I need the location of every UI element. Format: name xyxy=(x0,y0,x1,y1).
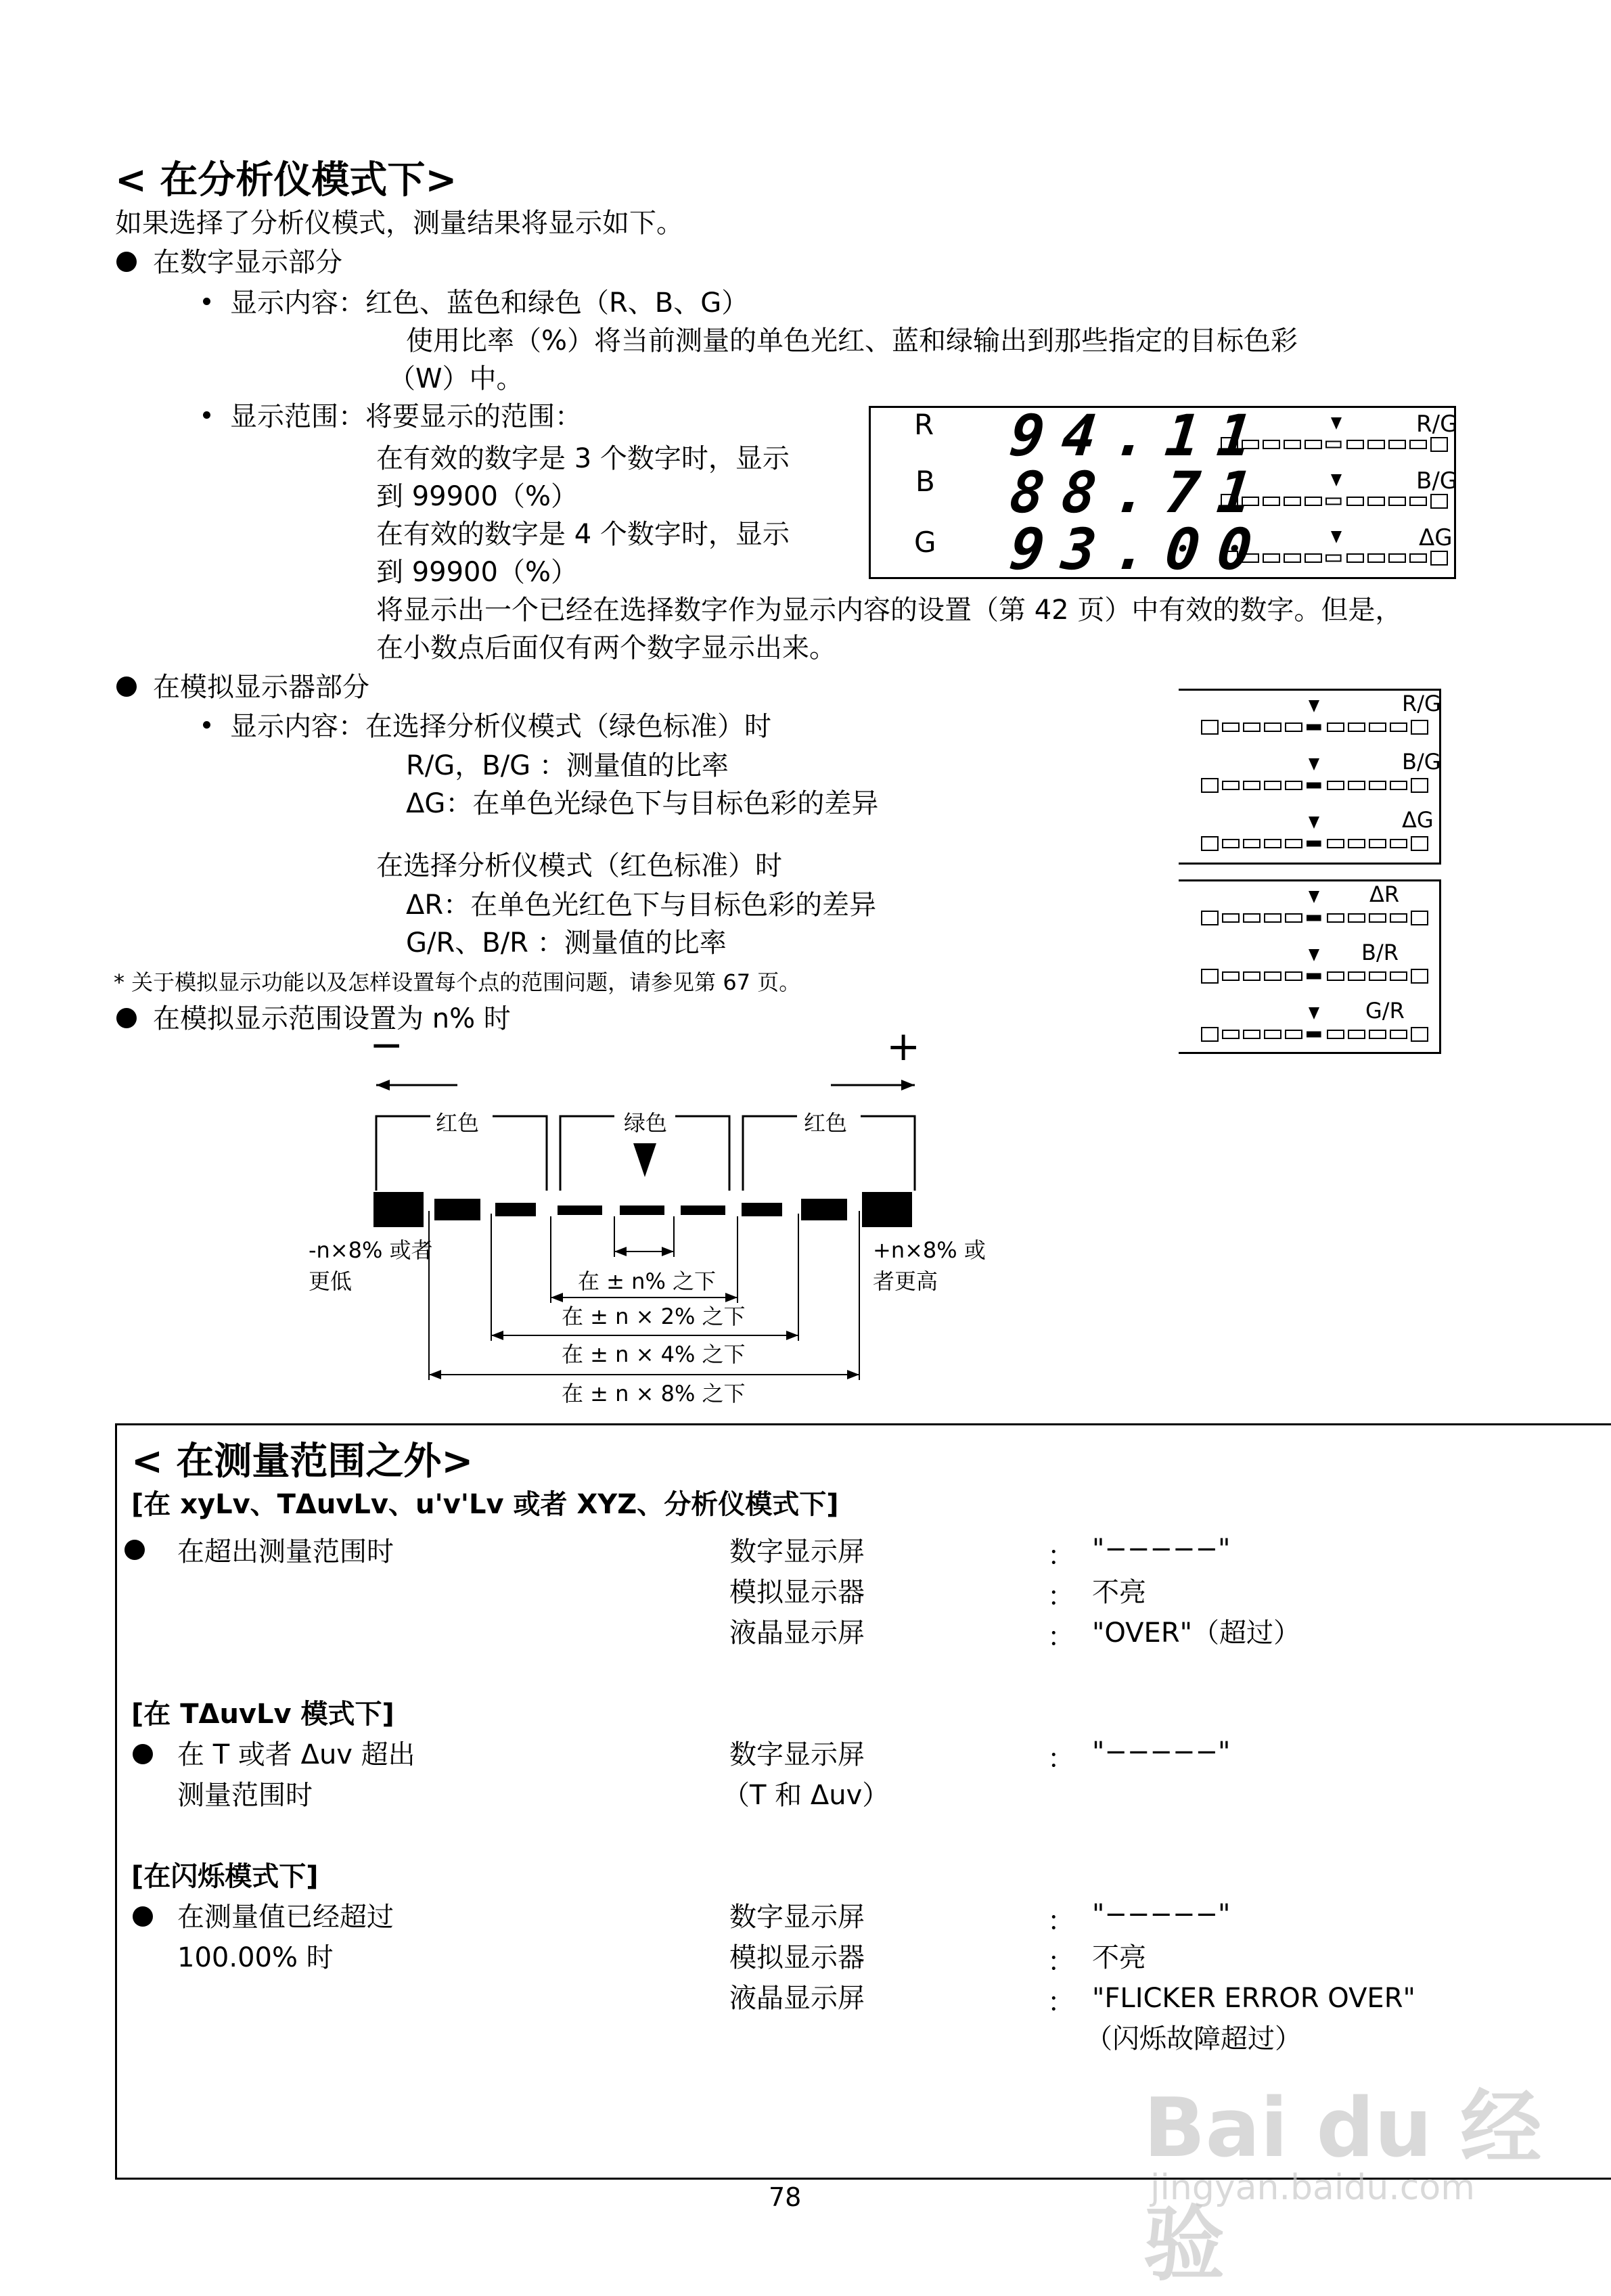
scale-low-label-1: -n×8% 或者 xyxy=(309,1237,433,1263)
digital-range-line-6: 在小数点后面仅有两个数字显示出来。 xyxy=(376,633,836,664)
region-bracket xyxy=(376,1116,547,1191)
s3-row-colon: ： xyxy=(1047,1906,1074,1937)
s2-title: [在 TΔuvLv 模式下] xyxy=(131,1699,394,1730)
s3-row-value: 不亮 xyxy=(1092,1942,1146,1973)
s3-row-value: "FLICKER ERROR OVER" xyxy=(1092,1983,1415,2014)
analog-green-line-1: R/G，B/G ：测量值的比率 xyxy=(406,750,729,781)
bullet-icon xyxy=(124,1540,145,1560)
scale-range-n: 在 ± n% 之下 xyxy=(578,1268,717,1294)
arrowhead-icon xyxy=(614,1247,627,1256)
digital-content-label: 显示内容：红色、蓝色和绿色（R、B、G） xyxy=(230,288,749,319)
digital-section-title: 在数字显示部分 xyxy=(153,247,342,278)
arrowhead-icon xyxy=(725,1293,738,1302)
arrowhead-icon xyxy=(551,1293,563,1302)
digital-range-line-4: 到 99900（%） xyxy=(376,557,578,588)
arrowhead-icon xyxy=(491,1331,503,1340)
scale-segment xyxy=(801,1199,847,1220)
bullet-icon xyxy=(133,1906,153,1927)
scale-range-2: 在 ± n × 2% 之下 xyxy=(562,1304,746,1329)
section-heading-analyzer: < 在分析仪模式下> xyxy=(115,158,457,202)
lcd-row-ratio: ΔG xyxy=(1419,524,1453,551)
analog-panel-label: ΔR xyxy=(1369,881,1400,907)
lcd-row-digits: 93.00 xyxy=(1006,516,1273,582)
scale-segment xyxy=(558,1206,602,1215)
lcd-row-digits: 88.71 xyxy=(1006,459,1273,526)
plus-sign: + xyxy=(886,1023,921,1070)
s1-row-colon: ： xyxy=(1047,1622,1074,1653)
scale-label-red-left: 红色 xyxy=(436,1110,480,1136)
arrow-left-icon xyxy=(376,1080,390,1090)
s2-label: 数字显示屏 xyxy=(729,1739,865,1770)
analog-content-label: 显示内容：在选择分析仪模式（绿色标准）时 xyxy=(230,711,771,742)
analog-panel-label: R/G xyxy=(1402,691,1441,716)
digital-range-label: 显示范围：将要显示的范围： xyxy=(230,401,582,432)
s2-colon: ： xyxy=(1047,1743,1074,1774)
analog-red-line-1: ΔR：在单色光红色下与目标色彩的差异 xyxy=(406,890,877,921)
digital-range-line-3: 在有效的数字是 4 个数字时，显示 xyxy=(376,519,790,550)
s1-row-value: "OVER"（超过） xyxy=(1092,1617,1301,1649)
lcd-row-letter: G xyxy=(914,526,936,559)
analog-section-title: 在模拟显示器部分 xyxy=(153,672,369,703)
scale-segment xyxy=(742,1203,782,1216)
lcd-row-digits: 94.11 xyxy=(1006,403,1273,469)
scale-label-red-right: 红色 xyxy=(804,1110,848,1136)
bullet-icon xyxy=(133,1744,153,1764)
s3-row-label: 模拟显示器 xyxy=(729,1942,865,1973)
s2-condition-1: 在 T 或者 Δuv 超出 xyxy=(177,1739,415,1770)
s1-row-value: "−−−−−" xyxy=(1092,1534,1231,1565)
s3-row-label: 数字显示屏 xyxy=(729,1902,865,1933)
scale-segment xyxy=(620,1206,664,1215)
scale-segment xyxy=(681,1206,725,1215)
watermark-brand: Bai du 经验 xyxy=(1143,2082,1542,2292)
s2-condition-2: 测量范围时 xyxy=(177,1780,313,1811)
s1-row-value: 不亮 xyxy=(1092,1577,1146,1608)
lcd-row-ratio: R/G xyxy=(1416,411,1458,438)
digital-content-desc-2: （W）中。 xyxy=(388,363,524,394)
s3-row-colon: ： xyxy=(1047,1946,1074,1977)
analog-red-heading: 在选择分析仪模式（红色标准）时 xyxy=(376,850,782,881)
analog-footnote: * 关于模拟显示功能以及怎样设置每个点的范围问题，请参见第 67 页。 xyxy=(114,969,801,995)
scale-segment xyxy=(495,1203,536,1216)
analog-range-title: 在模拟显示范围设置为 n% 时 xyxy=(153,1003,511,1034)
page-number: 78 xyxy=(769,2182,802,2212)
scale-segment xyxy=(373,1192,424,1227)
pointer-triangle-icon xyxy=(633,1143,656,1177)
s2-value: "−−−−−" xyxy=(1092,1737,1231,1768)
s1-row-label: 数字显示屏 xyxy=(729,1536,865,1567)
scale-label-green: 绿色 xyxy=(624,1110,668,1136)
s1-row-colon: ： xyxy=(1047,1540,1074,1571)
s3-row-value: "−−−−−" xyxy=(1092,1899,1231,1930)
digital-content-desc-1: 使用比率（%）将当前测量的单色光红、蓝和绿输出到那些指定的目标色彩 xyxy=(406,325,1298,357)
s3-condition-2: 100.00% 时 xyxy=(177,1942,334,1973)
digital-range-line-2: 到 99900（%） xyxy=(376,481,578,512)
arrowhead-icon xyxy=(786,1331,798,1340)
analog-panel-label: B/G xyxy=(1402,749,1441,775)
lcd-row-ratio: B/G xyxy=(1416,467,1458,495)
s3-row-label: 液晶显示屏 xyxy=(729,1983,865,2014)
region-bracket xyxy=(743,1116,915,1191)
analog-panel-label: ΔG xyxy=(1402,807,1434,833)
s3-value-extra: （闪烁故障超过） xyxy=(1085,2023,1302,2054)
analog-panel-label: B/R xyxy=(1361,940,1399,965)
s3-title: [在闪烁模式下] xyxy=(131,1861,319,1892)
arrowhead-icon xyxy=(662,1247,674,1256)
scale-low-label-2: 更低 xyxy=(309,1268,353,1294)
s1-row-label: 液晶显示屏 xyxy=(729,1617,865,1649)
s1-row-label: 模拟显示器 xyxy=(729,1577,865,1608)
digital-range-line-1: 在有效的数字是 3 个数字时，显示 xyxy=(376,443,790,474)
scale-segment xyxy=(862,1192,912,1227)
lcd-row-letter: B xyxy=(915,465,935,498)
arrowhead-icon xyxy=(847,1370,859,1379)
digital-range-line-5: 将显示出一个已经在选择数字作为显示内容的设置（第 42 页）中有效的数字。但是， xyxy=(376,595,1403,626)
analog-green-line-2: ΔG：在单色光绿色下与目标色彩的差异 xyxy=(406,788,879,819)
minus-sign: − xyxy=(369,1021,404,1069)
s1-row-colon: ： xyxy=(1047,1581,1074,1612)
watermark-url: jingyan.baidu.com xyxy=(1150,2167,1475,2208)
s2-label-2: （T 和 Δuv） xyxy=(723,1780,890,1811)
scale-range-8: 在 ± n × 8% 之下 xyxy=(562,1381,746,1406)
section-heading-out-of-range: < 在测量范围之外> xyxy=(131,1440,474,1484)
analog-red-line-2: G/R、B/R ：测量值的比率 xyxy=(406,927,727,959)
scale-high-label-2: 者更高 xyxy=(873,1268,938,1294)
s3-row-colon: ： xyxy=(1047,1987,1074,2018)
arrow-right-icon xyxy=(901,1080,915,1090)
scale-high-label-1: +n×8% 或 xyxy=(873,1237,986,1263)
lcd-row-letter: R xyxy=(914,408,934,441)
s1-title: [在 xyLv、TΔuvLv、u'v'Lv 或者 XYZ、分析仪模式下] xyxy=(131,1489,839,1520)
analog-panel-label: G/R xyxy=(1365,998,1405,1024)
arrowhead-icon xyxy=(429,1370,441,1379)
s1-condition: 在超出测量范围时 xyxy=(177,1536,394,1567)
s3-condition-1: 在测量值已经超过 xyxy=(177,1902,394,1933)
scale-range-4: 在 ± n × 4% 之下 xyxy=(562,1341,746,1367)
analyzer-intro: 如果选择了分析仪模式，测量结果将显示如下。 xyxy=(115,208,683,239)
scale-segment xyxy=(434,1199,480,1220)
